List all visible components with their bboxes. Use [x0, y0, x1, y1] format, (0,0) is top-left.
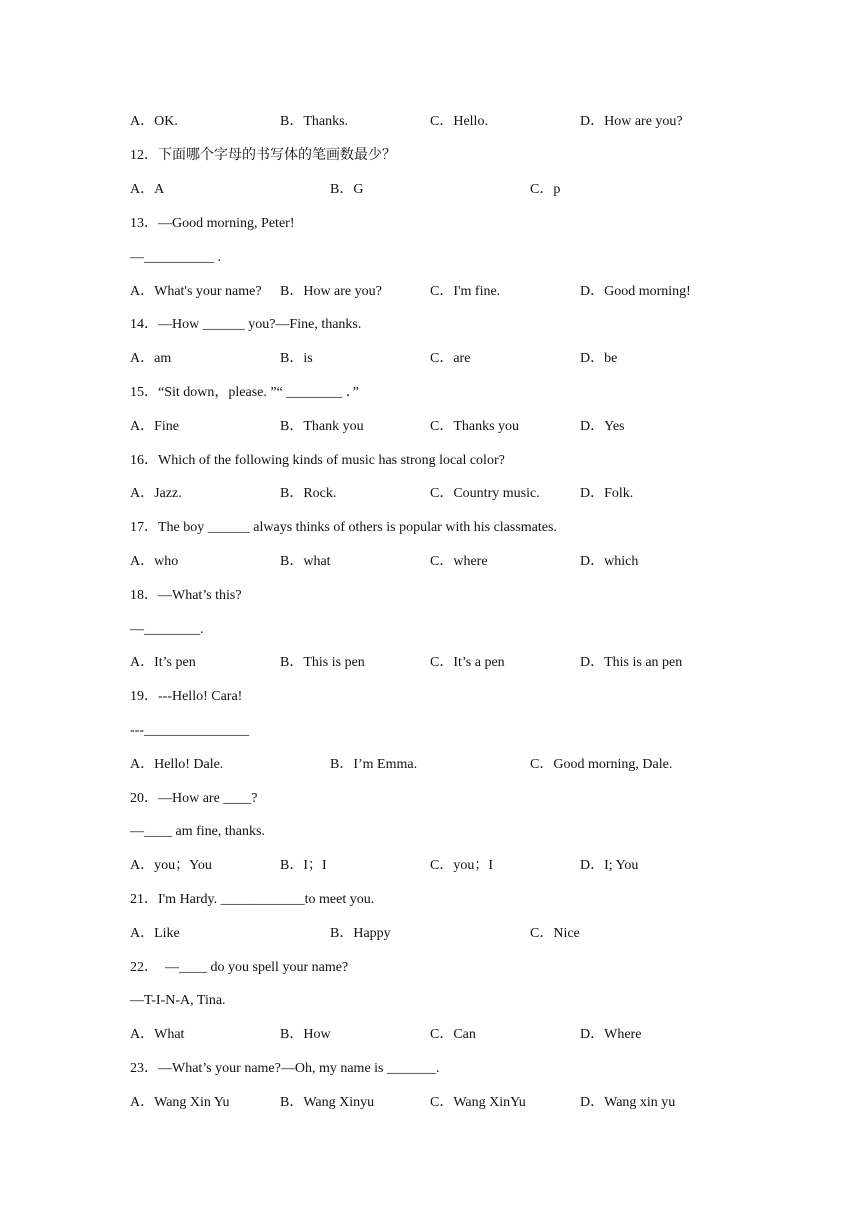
q13-answer-line: —__________ .: [130, 250, 221, 265]
q13-option-b[interactable]: B．How are you?: [280, 284, 382, 299]
q13-stem: 13．—Good morning, Peter!: [130, 216, 295, 231]
q19-option-b[interactable]: B．I’m Emma.: [330, 757, 418, 772]
q16-stem: 16．Which of the following kinds of music has strong local color?: [130, 453, 505, 468]
q22-option-d[interactable]: D．Where: [580, 1027, 642, 1042]
q18-option-a[interactable]: A．It’s pen: [130, 655, 196, 670]
q17-stem: 17．The boy ______ always thinks of others is popular with his classmates.: [130, 520, 557, 535]
q11-option-b[interactable]: B．Thanks.: [280, 114, 349, 129]
q20-answer-line: —____ am fine, thanks.: [130, 824, 265, 839]
q23-option-d[interactable]: D．Wang xin yu: [580, 1095, 676, 1110]
q14-option-c[interactable]: C．are: [430, 351, 471, 366]
q22-option-c[interactable]: C．Can: [430, 1027, 476, 1042]
q23-option-c[interactable]: C．Wang XinYu: [430, 1095, 526, 1110]
q16-option-d[interactable]: D．Folk.: [580, 486, 634, 501]
q12-option-c[interactable]: C．p: [530, 182, 561, 197]
q18-stem: 18．—What’s this?: [130, 588, 242, 603]
q20-option-b[interactable]: B．I；I: [280, 858, 327, 873]
q13-option-a[interactable]: A．What's your name?: [130, 284, 262, 299]
q19-option-a[interactable]: A．Hello! Dale.: [130, 757, 224, 772]
q15-option-a[interactable]: A．Fine: [130, 419, 179, 434]
q13-option-d[interactable]: D．Good morning!: [580, 284, 691, 299]
q22-answer-line: —T-I-N-A, Tina.: [130, 993, 226, 1008]
q21-option-c[interactable]: C．Nice: [530, 926, 580, 941]
q17-option-d[interactable]: D．which: [580, 554, 639, 569]
q19-stem: 19．---Hello! Cara!: [130, 689, 243, 704]
q12-option-b[interactable]: B．G: [330, 182, 364, 197]
q17-option-b[interactable]: B．what: [280, 554, 331, 569]
q23-option-a[interactable]: A．Wang Xin Yu: [130, 1095, 230, 1110]
q20-option-a[interactable]: A．you；You: [130, 858, 212, 873]
q11-option-a[interactable]: A．OK.: [130, 114, 178, 129]
q22-option-a[interactable]: A．What: [130, 1027, 185, 1042]
q19-option-c[interactable]: C．Good morning, Dale.: [530, 757, 673, 772]
q14-option-b[interactable]: B．is: [280, 351, 313, 366]
q15-option-b[interactable]: B．Thank you: [280, 419, 364, 434]
q23-option-b[interactable]: B．Wang Xinyu: [280, 1095, 375, 1110]
q17-option-c[interactable]: C．where: [430, 554, 488, 569]
q15-stem: 15．“Sit down，please. ”“ ________ ．”: [130, 385, 360, 400]
q21-option-a[interactable]: A．Like: [130, 926, 180, 941]
q18-option-b[interactable]: B．This is pen: [280, 655, 365, 670]
q17-option-a[interactable]: A．who: [130, 554, 179, 569]
q14-option-a[interactable]: A．am: [130, 351, 172, 366]
q15-option-c[interactable]: C．Thanks you: [430, 419, 520, 434]
q23-stem: 23．—What’s your name?—Oh, my name is _______.: [130, 1061, 440, 1076]
q21-option-b[interactable]: B．Happy: [330, 926, 391, 941]
q15-option-d[interactable]: D．Yes: [580, 419, 625, 434]
q16-option-c[interactable]: C．Country music.: [430, 486, 540, 501]
q19-answer-line: ---_______________: [130, 723, 249, 738]
q20-stem: 20．—How are ____?: [130, 791, 258, 806]
q16-option-b[interactable]: B．Rock.: [280, 486, 337, 501]
q18-option-d[interactable]: D．This is an pen: [580, 655, 683, 670]
q21-stem: 21．I'm Hardy. ____________to meet you.: [130, 892, 375, 907]
q18-answer-line: —________.: [130, 622, 204, 637]
q22-option-b[interactable]: B．How: [280, 1027, 331, 1042]
q14-option-d[interactable]: D．be: [580, 351, 618, 366]
q11-option-c[interactable]: C．Hello.: [430, 114, 488, 129]
q22-stem: 22． —____ do you spell your name?: [130, 960, 349, 975]
q18-option-c[interactable]: C．It’s a pen: [430, 655, 505, 670]
q12-stem: 12．下面哪个字母的书写体的笔画数最少？: [130, 148, 396, 163]
q20-option-d[interactable]: D．I; You: [580, 858, 639, 873]
q12-option-a[interactable]: A．A: [130, 182, 165, 197]
q13-option-c[interactable]: C．I'm fine.: [430, 284, 501, 299]
q16-option-a[interactable]: A．Jazz.: [130, 486, 182, 501]
q11-option-d[interactable]: D．How are you?: [580, 114, 683, 129]
q20-option-c[interactable]: C．you；I: [430, 858, 493, 873]
q14-stem: 14．—How ______ you?—Fine, thanks.: [130, 317, 362, 332]
